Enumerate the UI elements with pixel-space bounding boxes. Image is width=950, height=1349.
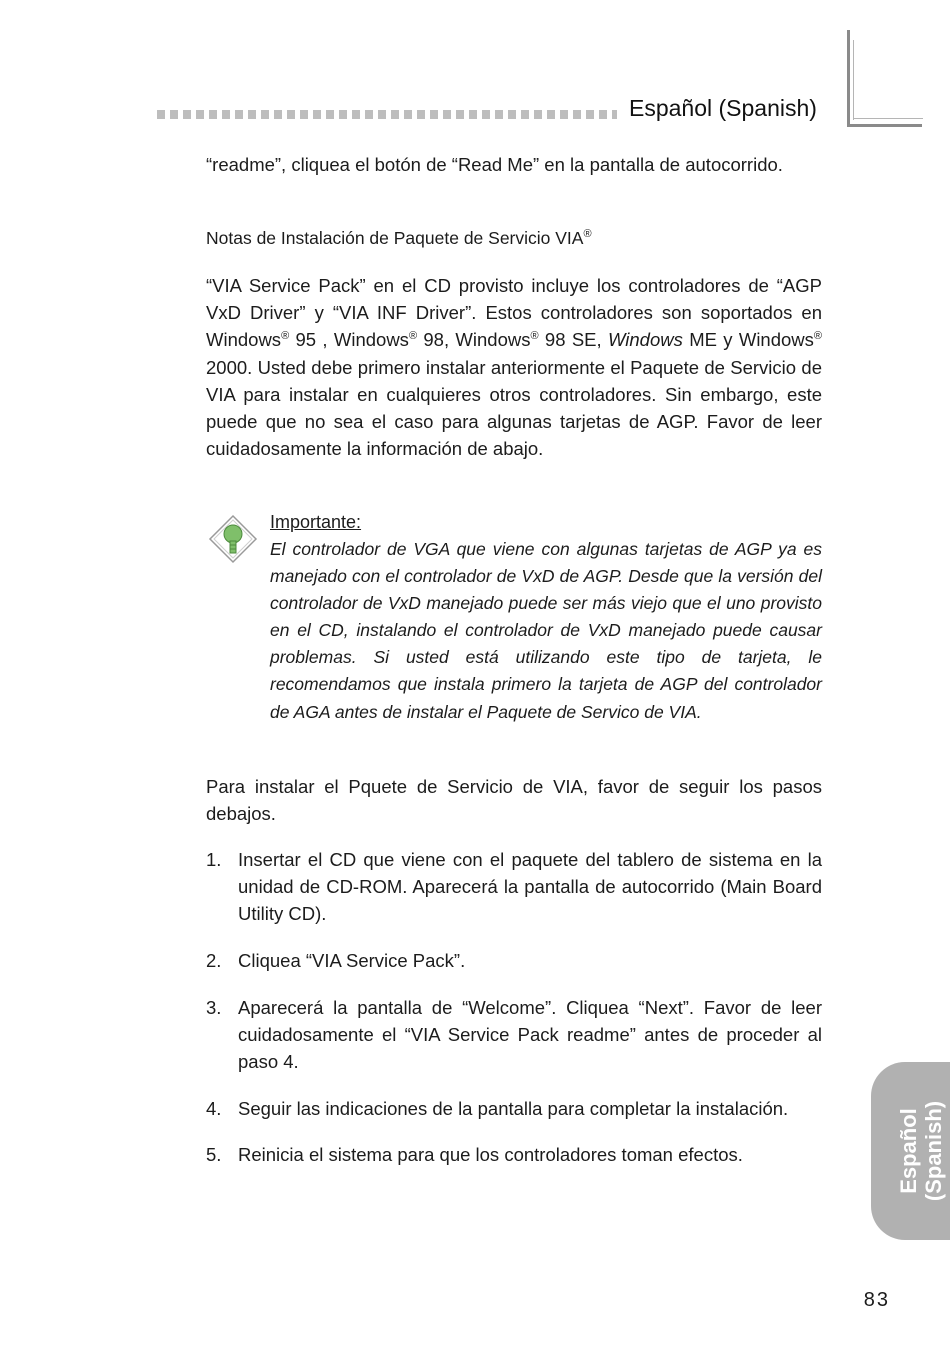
- list-item-number: 1.: [206, 849, 222, 870]
- text-run: ME y Windows: [682, 329, 814, 351]
- registered-mark: ®: [281, 330, 290, 343]
- section-heading-text: Notas de Instalación de Paquete de Servicio VIA: [206, 228, 584, 248]
- list-item-number: 3.: [206, 997, 222, 1018]
- list-item-text: Insertar el CD que viene con el paquete del tablero de sistema en la unidad de CD-ROM. Aparecerá la pantalla de autocorrido (Main Board Utility CD).: [238, 849, 822, 925]
- list-item-number: 2.: [206, 950, 222, 971]
- note-body: El controlador de VGA que viene con algunas tarjetas de AGP ya es manejado con el controlador de VxD de AGP. Desde que la versión del controlador de VxD manejado puede ser más viejo que el uno provisto en el CD, instalando el controlador de VxD manejado puede causar problemas. Si usted está utilizando este tipo de tarjeta, le recomendamos que instala primero la tarjeta de AGP del controlador de AGA antes de instalar el Paquete de Servico de VIA.: [270, 539, 822, 722]
- list-item-text: Aparecerá la pantalla de “Welcome”. Cliquea “Next”. Favor de leer cuidadosamente el “VIA Service Pack readme” antes de proceder al paso 4.: [238, 997, 822, 1073]
- registered-mark: ®: [583, 228, 592, 240]
- side-tab-line1: Español: [896, 1108, 921, 1194]
- text-run: 2000. Usted debe primero instalar anteriormente el Paquete de Servicio de VIA para instalar en cualquieres otros controladores. Sin embargo, este puede que no sea el caso para algunas tarjetas de AGP. Favor de leer cuidadosamente la información de abajo.: [206, 356, 822, 460]
- list-item-number: 5.: [206, 1144, 222, 1165]
- registered-mark: ®: [408, 330, 418, 343]
- side-tab-line2: (Spanish): [921, 1100, 946, 1202]
- list-item-text: Seguir las indicaciones de la pantalla para completar la instalación.: [238, 1098, 789, 1119]
- text-run: 98 SE,: [538, 329, 608, 351]
- registered-mark: ®: [530, 330, 539, 343]
- text-run: “VIA Service Pack” en el CD provisto incluye los controladores de “AGP VxD Driver” y “VIA INF Driver”. Estos controladores son soportados en Windows: [206, 275, 822, 351]
- intro-paragraph: “readme”, cliquea el botón de “Read Me” en la pantalla de autocorrido.: [206, 154, 783, 175]
- corner-line-vertical: [847, 30, 850, 127]
- list-item: [206, 846, 822, 928]
- list-item: [206, 1095, 822, 1122]
- side-tab-label: [896, 1101, 946, 1201]
- list-item: [206, 1141, 822, 1168]
- text-run: 98, Windows: [417, 329, 531, 351]
- lightbulb-note-icon: [207, 513, 259, 565]
- list-item-number: 4.: [206, 1098, 222, 1119]
- corner-line-horizontal-inner: [853, 118, 923, 119]
- header-title: Español (Spanish): [629, 95, 817, 121]
- list-item-text: Reinicia el sistema para que los controladores toman efectos.: [238, 1144, 743, 1165]
- text-run: 95 , Windows: [289, 329, 409, 351]
- page-number: 83: [863, 1289, 890, 1311]
- list-item: [206, 947, 822, 974]
- header-dotted-rule: [157, 110, 617, 119]
- list-item: [206, 994, 822, 1076]
- section-heading: [206, 225, 822, 252]
- registered-mark: ®: [813, 330, 823, 343]
- paragraph-service-pack: [206, 272, 822, 462]
- note-label: Importante:: [270, 512, 362, 532]
- list-item-text: Cliquea “VIA Service Pack”.: [238, 950, 466, 971]
- text-run-italic: Windows: [607, 329, 683, 351]
- corner-line-vertical-inner: [853, 40, 854, 120]
- corner-line-horizontal: [847, 124, 922, 127]
- paragraph-install-intro: Para instalar el Pquete de Servicio de VIA, favor de seguir los pasos debajos.: [206, 776, 822, 825]
- important-note: [270, 509, 822, 726]
